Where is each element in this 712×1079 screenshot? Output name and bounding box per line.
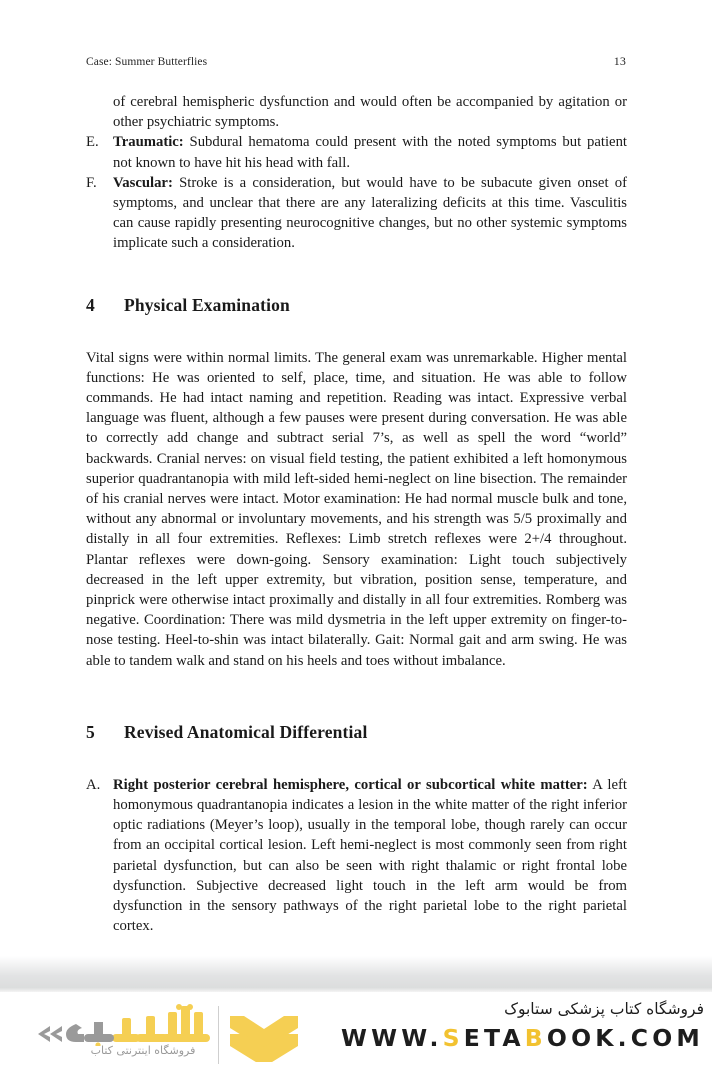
list-item-marker: F. [86,174,97,191]
list-item-marker: E. [86,134,99,151]
page-number: 13 [613,54,626,68]
list-item-text: A left homonymous quadrantanopia indicates a lesion in the white matter of the right inferior optic radiations (Meyer’s loop), usually in the temporal lobe, though rarely can occur from an occipital cortical lesion. Left hemi-neglect is most commonly seen from right parietal dysfunction, but can also be seen with right thalamic or right frontal lobe dysfunction. Subjective decreased light touch in the left arm would be from dysfunction in the sensory pathways of the right parietal lobe to the right parietal cortex. [113,776,627,935]
list-item-marker: A. [86,776,101,793]
section-number: 4 [86,294,95,315]
list-item [86,775,627,937]
page-content [86,92,627,937]
watermark-footer [0,992,712,1079]
section-title: Physical Examination [124,294,290,315]
logo-divider [218,1006,219,1064]
section-heading-revised-anatomical-differential [86,721,627,743]
setabook-logo [28,1000,328,1072]
section-number: 5 [86,721,95,742]
footer-gradient-band [0,956,712,992]
url-part-accent: B [524,1024,547,1052]
footer-url [334,1024,704,1052]
differential-list [86,132,627,253]
spacer [86,671,627,721]
url-part: ETA [463,1024,525,1052]
anatomical-differential-list [86,775,627,937]
list-item-label: Vascular: [113,174,173,191]
running-head [86,54,626,69]
url-part: OOK.COM [546,1024,704,1052]
continued-paragraph: of cerebral hemispheric dysfunction and would often be accompanied by agitation or other psychiatric symptoms. [113,94,627,131]
list-item-text: Subdural hematoma could present with the noted symptoms but patient not known to have hit his head with fall. [113,134,627,171]
list-item [86,173,627,254]
running-head-title: Case: Summer Butterflies [86,56,208,68]
url-part-accent: S [442,1024,464,1052]
footer-brand-text [334,998,704,1052]
section-4-body: Vital signs were within normal limits. The general exam was unremarkable. Higher mental functions: He was oriented to self, place, time, and situation. He was able to follow commands. He had intact naming and repetition. Reading was intact. Expressive verbal language was fluent, although a few pauses were present during conversation. He was able to correctly add change and subtract serial 7’s, as well as spell the word “world” backwards. Cranial nerves: on visual field testing, the patient exhibited a left homonymous superior quadrantanopia with mild left-sided hemi-neglect on line bisection. The remainder of his cranial nerves were intact. Motor examination: He had normal muscle bulk and tone, without any abnormal or involuntary movements, and his strength was 5/5 proximally and distally in all four extremities. Reflexes: Limb stretch reflexes were 2+/4 throughout. Plantar reflexes were down-going. Sensory examination: Light touch subjectively decreased in the left upper extremity, but vibration, position sense, temperature, and pinprick were otherwise intact proximally and distally in all four extremities. Romberg was negative. Coordination: There was mild dysmetria in the left upper extremity on finger-to-nose testing. Heel-to-shin was intact bilaterally. Gait: Normal gait and arm swing. He was able to tandem walk and stand on his heels and toes without imbalance. [86,349,627,669]
spacer [86,743,627,775]
list-item-text: Stroke is a consideration, but would have to be subacute given onset of symptoms, and unclear that there are any lateralizing deficits at this time. Vasculitis can cause rapidly presenting neurocognitive changes, but no other systemic symptoms implicate such a consideration. [113,174,627,252]
list-item [86,132,627,172]
section-title: Revised Anatomical Differential [124,721,368,742]
spacer [86,254,627,294]
footer-tagline: فروشگاه کتاب پزشکی ستابوک [504,1000,704,1018]
url-part: WWW. [341,1024,443,1052]
logo-subtitle: فروشگاه اینترنتی کتاب [90,1044,196,1057]
setabook-wordmark-icon [36,1004,226,1046]
section-heading-physical-examination [86,294,627,316]
list-item-label: Traumatic: [113,134,184,151]
spacer [86,316,627,348]
double-chevron-down-icon [228,1012,300,1062]
list-item-label: Right posterior cerebral hemisphere, cortical or subcortical white matter: [113,776,588,793]
